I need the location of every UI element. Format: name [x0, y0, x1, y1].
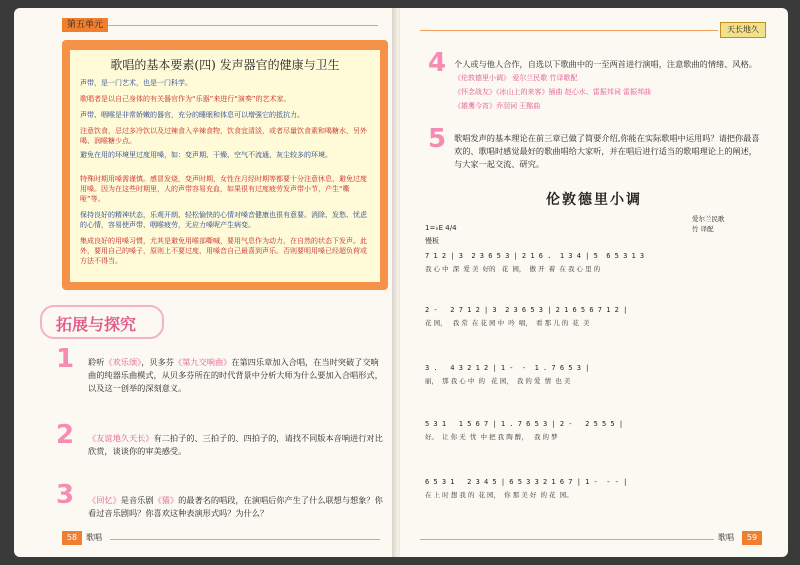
- notation-row: 6 5 3 1 2 3 4 5 | 6 5 3 3 2 1 6 7 | 1 - - - |: [425, 478, 628, 486]
- box-paragraph: 声带、咽喉是非常娇嫩的器官，充分的睡眠和体息可以增强它的抵抗力。: [80, 111, 304, 119]
- footer-rule: [110, 539, 380, 540]
- lyric-row: 我 心 中 深 爱 美 好的 花 园， 傲 开 着 在 我 心 里 的: [425, 265, 601, 273]
- lyric-row: 好。 让 你 无 忧 中 把 我 陶 醉， 我 的 梦: [425, 433, 558, 441]
- lyric-row: 丽， 那 我 心 中 的 花 园， 我 的 爱 情 也 美: [425, 377, 571, 385]
- unit-tag: 第五单元: [62, 18, 108, 32]
- item-text-1: 聆听《欢乐颂》，贝多芬《第九交响曲》在第四乐章加入合唱，在当时突破了交响曲的纯器乐曲模式，从贝多芬所在的时代背景中分析大师为什么要加入合唱形式，以及这一创举的深刻意义。: [88, 357, 383, 393]
- page-number: 59: [742, 531, 762, 545]
- box-paragraph: 歌唱者是以自己身体的有关器官作为“乐器”来进行“演奏”的艺术家。: [80, 95, 291, 103]
- footer-label: 歌唱: [86, 533, 102, 542]
- box-paragraph: 声带，是一门艺术，也是一门科学。: [80, 79, 192, 87]
- item-number: 1: [56, 344, 75, 374]
- page-number: 58: [62, 531, 82, 545]
- lyric-row: 在 上 时 想 我 的 花 园， 你 那 美 好 的 花 园。: [425, 491, 573, 499]
- item-text-5: 歌唱发声的基本理论在前三章已做了简要介绍,你能在实际歌唱中运用吗？请把你最喜欢的、歌唱时感觉最好的歌曲唱给大家听，并在唱后进行适当的歌唱理论上的阐述，与大家一起交流、研究。: [454, 133, 760, 169]
- item-number: 4: [428, 48, 447, 78]
- notation-row: 2 - 2 7 1 2 | 3 2 3 6 5 3 | 2 1 6 5 6 7 1 2 |: [425, 306, 628, 314]
- item-text-4: 个人或与他人合作，自选以下歌曲中的一至两首进行演唱，注意歌曲的情绪、风格。: [454, 59, 757, 69]
- footer-label: 歌唱: [718, 533, 734, 542]
- item-number: 3: [56, 480, 75, 510]
- song-list-item: 《怀念战友》《冰山上的来客》插曲 赵心水、雷振邦词 雷振邦曲: [454, 88, 651, 96]
- box-paragraph: 集成良好的用嗓习惯，尤其是避免用喉部嘶喊，要用气息作为动力，在自然的状态下发声。此外，要用自己的嗓子，原则上不要过度、用嗓音自己最喜到声乐。否则要明用嗓已经超负荷或方法不得当。: [80, 237, 367, 265]
- song-title: 伦敦德里小调: [546, 192, 642, 208]
- song-composer: 爱尔兰民歌: [692, 215, 725, 223]
- box-paragraph: 保持良好的精神状态，乐观开朗、轻松愉快的心情对嗓音健康也很有意要。消除、发愁、忧虑的心情，容易使声带、咽喉疲劳，无应力嗓呢产生病变。: [80, 211, 367, 229]
- header-rule: [420, 30, 718, 31]
- item-text-2: 《友谊地久天长》有二拍子的、三拍子的、四拍子的，请找不同版本音响进行对比欣赏，谈谈你的审美感受。: [88, 433, 383, 456]
- item-number: 5: [428, 124, 447, 154]
- notation-row: 5 3 1 1 5 6 7 | 1 . 7 6 5 3 | 2 - 2 5 5 5 |: [425, 420, 624, 428]
- lyric-row: 花 园， 我 常 在 花 园 中 吟 唱， 看 那 儿 的 花 美: [425, 319, 590, 327]
- box-paragraph: 特殊时期用嗓需谨慎。感冒发烧，变声时期，女性在月经时期等都要十分注意休息，避免过度用嗓。因为在这些时期里，人的声带容易充血，如果很有过度疲劳发声带小节，产生“嘶哑”等。: [80, 175, 367, 203]
- section-title: 拓展与探究: [56, 315, 137, 334]
- info-box-title: 歌唱的基本要素(四) 发声器官的健康与卫生: [110, 58, 340, 72]
- song-list-item: 《伦敦德里小调》 爱尔兰民歌 竹译歌配: [454, 74, 578, 82]
- box-paragraph: 避免在用的环境里过度用嗓，如：变声期、干燥、空气不流通、灰尘较多的环境。: [80, 151, 332, 159]
- header-rule: [108, 25, 378, 26]
- item-text-3: 《回忆》是音乐剧《猫》的最著名的唱段，在演唱后你产生了什么联想与想象？你看过音乐剧吗？你喜欢这种表演形式吗？为什么？: [88, 495, 383, 518]
- chapter-tag: 天长地久: [720, 22, 766, 38]
- notation-row: 7 1 2 | 3 2 3 6 5 3 | 2 1 6 . 1 3 4 | 5 6 5 3 1 3: [425, 252, 645, 260]
- item-number: 2: [56, 420, 75, 450]
- info-box: [70, 50, 380, 282]
- song-list-item: 《雄鹰今宵》乔羽词 王酩曲: [454, 102, 541, 110]
- footer-rule: [420, 539, 714, 540]
- box-paragraph: 注意饮食，忌过多冷饮以及过辣食入辛辣食物，饮食宜清淡，或者尽量饮食素和喝糖水，另外喝、润喉糖少点。: [80, 127, 367, 145]
- song-arranger: 竹 译配: [692, 225, 714, 233]
- song-key: 1=♭E 4/4: [425, 224, 457, 232]
- song-tempo: 慢板: [425, 237, 439, 245]
- notation-row: 3 . 4 3 2 1 2 | 1 - - 1 . 7 6 5 3 |: [425, 364, 590, 372]
